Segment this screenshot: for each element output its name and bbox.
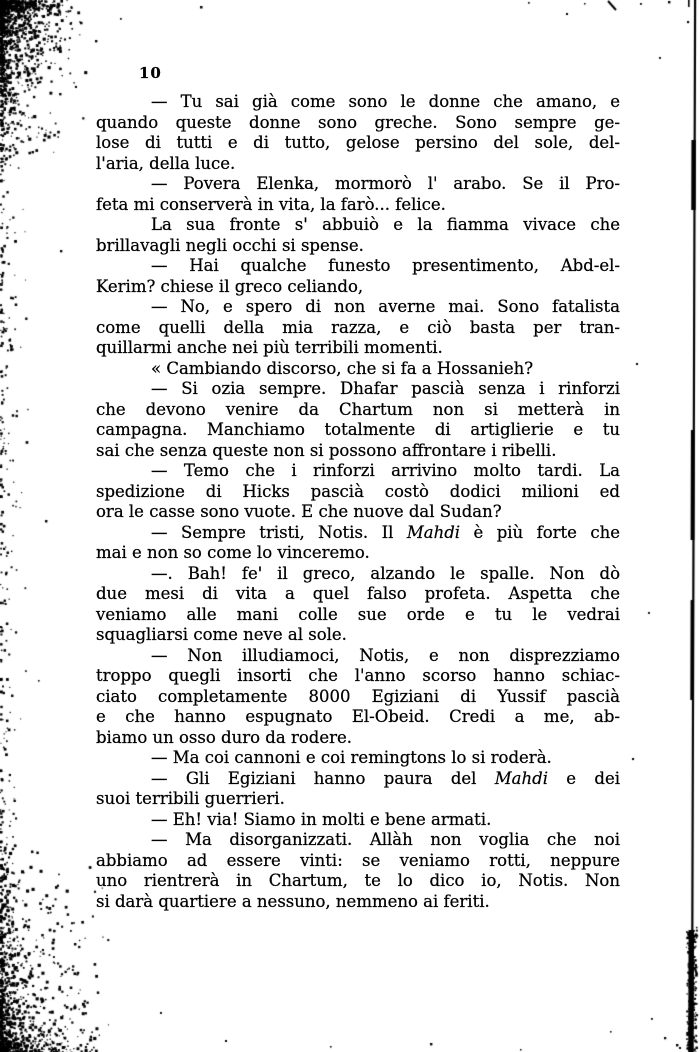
plain-text: l'aria, della luce. [96,153,236,173]
text-line [96,502,620,523]
paragraph [96,174,620,215]
plain-text: quillarmi anche nei più terribili momenti. [96,338,443,357]
text-line [96,195,620,216]
text-line [96,277,620,298]
plain-text: spedizione di Hicks pascià costò dodici milioni ed [96,481,620,501]
plain-text: sai che senza queste non si possono affrontare i ribelli. [96,440,557,460]
text-line [96,728,620,749]
text-line [96,236,620,257]
plain-text: — Ma coi cannoni e coi remingtons lo si roderà. [151,748,552,767]
text-line [96,748,620,769]
text-line [96,92,620,113]
text-line [96,625,620,646]
paragraph [96,830,620,912]
text-line [96,379,620,400]
plain-text: — Eh! via! Siamo in molti e bene armati. [151,809,492,829]
plain-text: La sua fronte s' abbuiò e la fiamma vivace che [151,215,620,234]
text-line [96,113,620,134]
text-line [96,441,620,462]
plain-text: — Tu sai già come sono le donne che amano, e [151,92,620,111]
plain-text: mai e non so come lo vinceremo. [96,543,370,562]
plain-text: due mesi di vita a quel falso profeta. Aspetta che [96,584,620,603]
text-line [96,297,620,318]
plain-text: che devono venire da Chartum non si metterà in [96,399,620,419]
text-line [96,359,620,380]
text-line [96,707,620,728]
plain-text: — Hai qualche funesto presentimento, Abd-el- [151,256,620,275]
plain-text: suoi terribili guerrieri. [96,789,285,808]
plain-text: — Gli Egiziani hanno paura del [151,768,495,788]
plain-text: lose di tutti e di tutto, gelose persino del sole, del- [96,133,620,152]
plain-text: uno rientrerà in Chartum, te lo dico io, Notis. Non [96,871,620,890]
text-line [96,687,620,708]
text-line [96,584,620,605]
plain-text: e che hanno espugnato El-Obeid. Credi a me, ab- [96,707,620,726]
plain-text: è più forte che [460,522,620,542]
text-line [96,851,620,872]
plain-text: — Non illudiamoci, Notis, e non disprezziamo [151,645,620,665]
plain-text: ciato completamente 8000 Egiziani di Yussif pascià [96,686,620,706]
text-line [96,338,620,359]
plain-text: ora le casse sono vuote. E che nuove dal Sudan? [96,502,502,521]
text-line [96,400,620,421]
paragraph [96,256,620,297]
text-line [96,523,620,544]
plain-text: Kerim? chiese il greco celiando, [96,276,364,296]
italic-text: Mahdi [406,522,461,542]
text-line [96,830,620,851]
plain-text: « Cambiando discorso, che si fa a Hossanieh? [151,358,534,378]
plain-text: veniamo alle mani colle sue orde e tu le vedrai [96,604,620,624]
text-line [96,871,620,892]
text-line [96,605,620,626]
plain-text: —. Bah! fe' il greco, alzando le spalle. Non dò [151,563,620,583]
text-line [96,666,620,687]
paragraph [96,359,620,380]
italic-text: Mahdi [494,768,548,788]
paragraph [96,92,620,174]
plain-text: si darà quartiere a nessuno, nemmeno ai feriti. [96,891,490,911]
plain-text: troppo quegli insorti che l'anno scorso hanno schiac- [96,666,620,685]
paragraph [96,769,620,810]
paragraph [96,810,620,831]
text-line [96,892,620,913]
plain-text: feta mi conserverà in vita, la farò... felice. [96,194,446,214]
plain-text: come quelli della mia razza, e ciò basta per tran- [96,317,620,337]
plain-text: campagna. Manchiamo totalmente di artiglierie e tu [96,420,620,439]
text-line [96,769,620,790]
plain-text: — Ma disorganizzati. Allàh non voglia che noi [151,830,620,849]
paragraph [96,215,620,256]
text-line [96,215,620,236]
text-line [96,482,620,503]
plain-text: — Si ozia sempre. Dhafar pascià senza i rinforzi [151,379,620,398]
text-line [96,174,620,195]
paragraph [96,564,620,646]
plain-text: brillavagli negli occhi si spense. [96,235,364,255]
page-number: 10 [139,64,162,82]
text-line [96,318,620,339]
plain-text: squagliarsi come neve al sole. [96,625,347,644]
text-line [96,789,620,810]
text-line [96,133,620,154]
text-line [96,154,620,175]
text-line [96,420,620,441]
plain-text: — Sempre tristi, Notis. Il [151,522,407,542]
text-line [96,564,620,585]
plain-text: — Povera Elenka, mormorò l' arabo. Se il Pro- [151,174,620,193]
text-line [96,543,620,564]
paragraph [96,379,620,461]
paragraph [96,748,620,769]
paragraph [96,461,620,523]
page-text [96,92,620,912]
plain-text: quando queste donne sono greche. Sono sempre ge- [96,112,620,132]
text-line [96,461,620,482]
paragraph [96,646,620,749]
text-line [96,256,620,277]
plain-text: — Temo che i rinforzi arrivino molto tardi. La [151,461,620,480]
plain-text: abbiamo ad essere vinti: se veniamo rotti, neppure [96,850,620,870]
plain-text: e dei [547,768,620,788]
paragraph [96,523,620,564]
plain-text: biamo un osso duro da rodere. [96,727,352,747]
text-line [96,646,620,667]
paragraph [96,297,620,359]
text-line [96,810,620,831]
plain-text: — No, e spero di non averne mai. Sono fatalista [151,297,620,316]
